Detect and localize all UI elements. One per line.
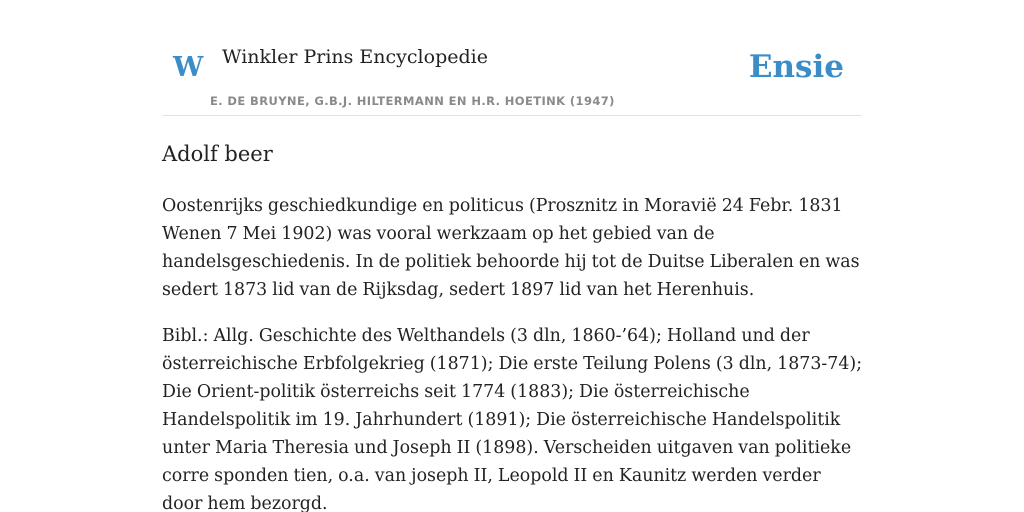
publication-authors: E. DE BRUYNE, G.B.J. HILTERMANN EN H.R. HOETINK (1947) xyxy=(210,94,615,108)
publication-title-link[interactable]: Winkler Prins Encyclopedie xyxy=(222,46,488,68)
article xyxy=(162,138,864,512)
site-header xyxy=(162,40,862,116)
publication-logo-icon[interactable]: W xyxy=(173,52,204,83)
article-paragraph: Oostenrijks geschiedkundige en politicus (Prosznitz in Moravië 24 Febr. 1831 Wenen 7 Mei 1902) was vooral werkzaam op het gebied van de handelsgeschiedenis. In de politiek behoorde hij tot de Duitse Liberalen en was sedert 1873 lid van de Rijksdag, sedert 1897 lid van het Herenhuis. xyxy=(162,196,860,300)
article-title: Adolf beer xyxy=(162,142,273,166)
ensie-logo-link[interactable]: Ensie xyxy=(748,49,844,85)
article-bibliography: Bibl.: Allg. Geschichte des Welthandels (3 dln, 1860-’64); Holland und der österreichische Erbfolgekrieg (1871); Die erste Teilung Polens (3 dln, 1873-74); Die Orient-politik österreichs seit 1774 (1883); Die österreichische Handelspolitik im 19. Jahrhundert (1891); Die österreichische Handelspolitik unter Maria Theresia und Joseph II (1898). Verscheiden uitgaven van politieke corre sponden tien, o.a. van joseph II, Leopold II en Kaunitz werden verder door hem bezorgd. xyxy=(162,326,863,512)
